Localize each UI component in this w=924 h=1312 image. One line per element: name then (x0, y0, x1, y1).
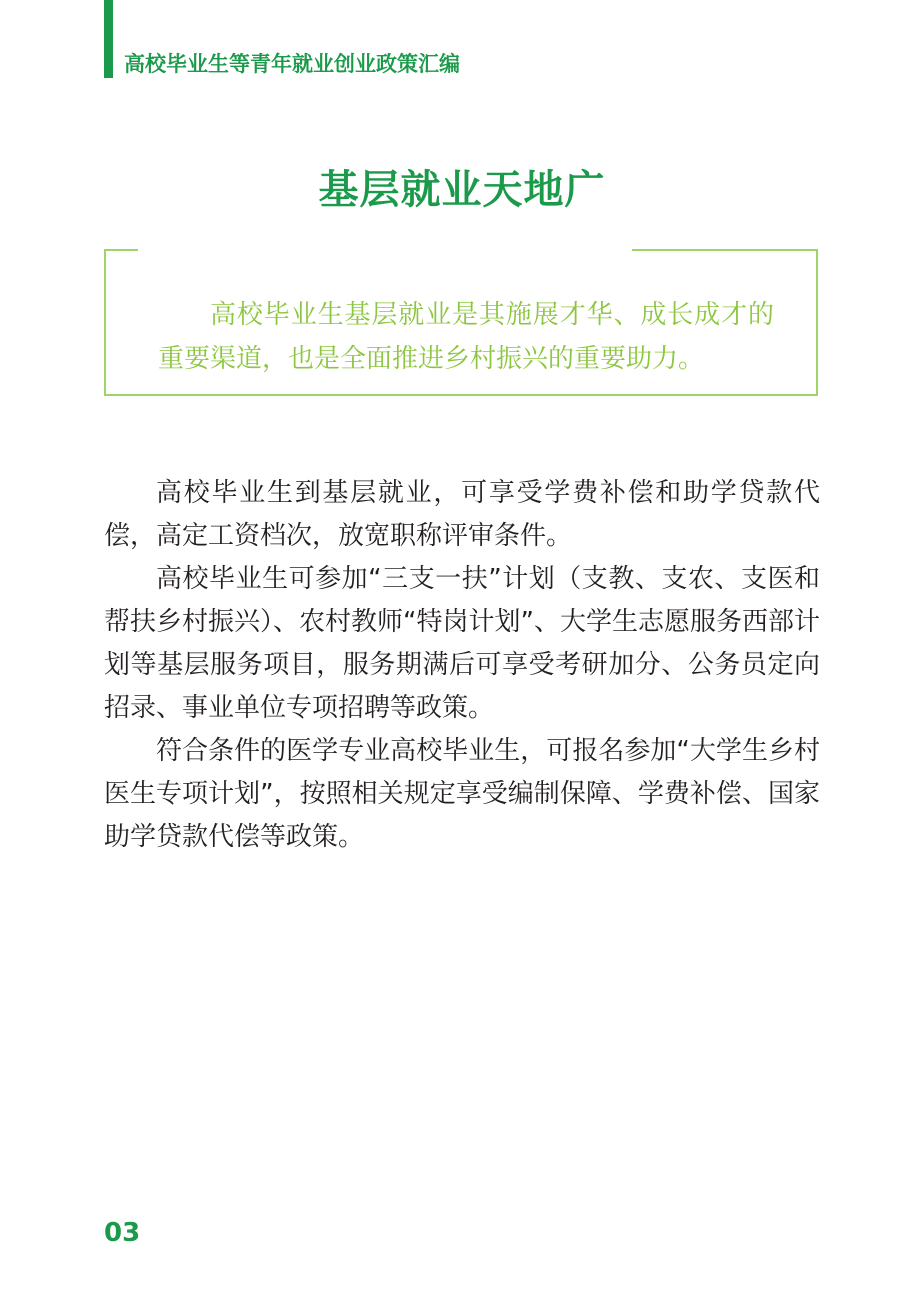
page-number: 03 (104, 1218, 141, 1248)
intro-box (104, 249, 818, 396)
intro-box-top-right-border (632, 249, 816, 251)
body-paragraph: 符合条件的医学专业高校毕业生，可报名参加“大学生乡村医生专项计划”，按照相关规定享受编制保障、学费补偿、国家助学贷款代偿等政策。 (104, 736, 820, 852)
intro-box-top-left-border (106, 249, 138, 251)
header-accent-bar (104, 0, 113, 78)
intro-text: 高校毕业生基层就业是其施展才华、成长成才的重要渠道，也是全面推进乡村振兴的重要助力。 (158, 300, 774, 374)
body-paragraph: 高校毕业生到基层就业，可享受学费补偿和助学贷款代偿，高定工资档次，放宽职称评审条件。 (104, 478, 820, 551)
body-paragraph: 高校毕业生可参加“三支一扶”计划（支教、支农、支医和帮扶乡村振兴）、农村教师“特岗计划”、大学生志愿服务西部计划等基层服务项目，服务期满后可享受考研加分、公务员定向招录、事业单位专项招聘等政策。 (104, 564, 820, 723)
body-text (104, 472, 820, 859)
header-title: 高校毕业生等青年就业创业政策汇编 (124, 52, 460, 76)
page-title: 基层就业天地广 (318, 167, 606, 213)
